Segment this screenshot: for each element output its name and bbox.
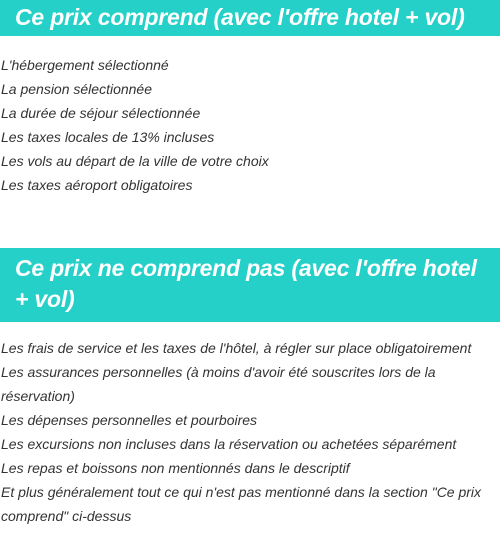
price-excluded-section bbox=[0, 248, 500, 528]
price-excluded-list bbox=[0, 336, 500, 528]
list-item: Les excursions non incluses dans la réservation ou achetées séparément bbox=[1, 436, 457, 452]
price-included-section bbox=[0, 0, 500, 197]
list-item: Et plus généralement tout ce qui n'est pas mentionné dans la section "Ce prix comprend" ci-dessus bbox=[1, 484, 482, 524]
list-item: Les taxes aéroport obligatoires bbox=[1, 177, 193, 193]
list-item: L'hébergement sélectionné bbox=[1, 57, 169, 73]
list-item: Les repas et boissons non mentionnés dans le descriptif bbox=[1, 460, 350, 476]
list-item: Les frais de service et les taxes de l'hôtel, à régler sur place obligatoirement bbox=[1, 340, 472, 356]
price-included-heading: Ce prix comprend (avec l'offre hotel + vol) bbox=[0, 0, 500, 36]
list-item: Les taxes locales de 13% incluses bbox=[1, 129, 215, 145]
list-item: Les assurances personnelles (à moins d'avoir été souscrites lors de la réservation) bbox=[1, 364, 436, 404]
price-included-list bbox=[0, 53, 500, 197]
list-item: Les vols au départ de la ville de votre choix bbox=[1, 153, 269, 169]
list-item: La pension sélectionnée bbox=[1, 81, 153, 97]
list-item: La durée de séjour sélectionnée bbox=[1, 105, 201, 121]
price-excluded-heading: Ce prix ne comprend pas (avec l'offre hotel + vol) bbox=[0, 248, 500, 322]
list-item: Les dépenses personnelles et pourboires bbox=[1, 412, 258, 428]
